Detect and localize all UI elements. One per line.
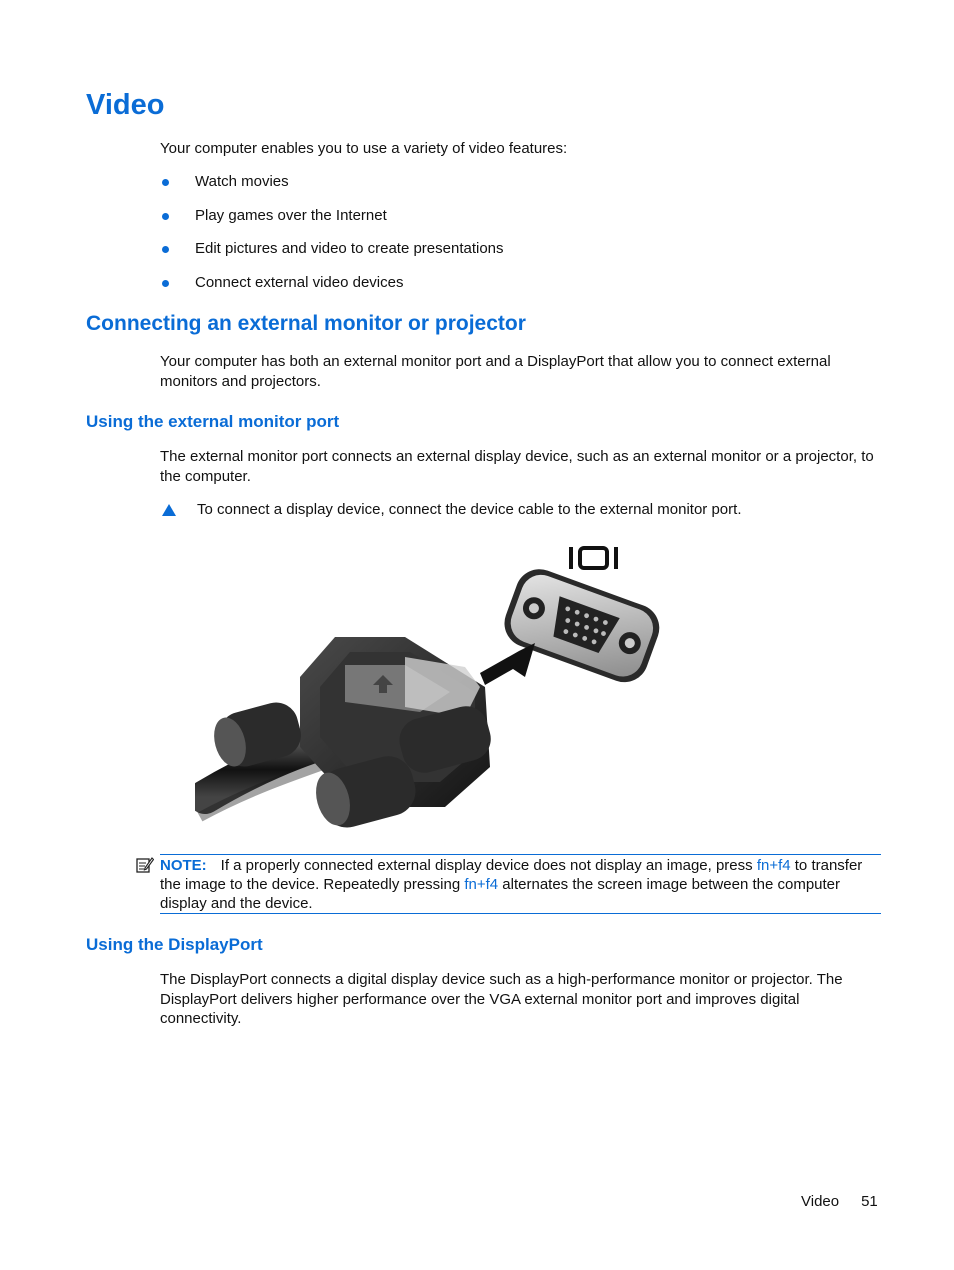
bullet-dot-icon [162, 280, 169, 287]
note-text-part: to transfer the image to the device. Repeatedly pressing [160, 857, 863, 893]
vga-illustration-svg [195, 537, 675, 837]
bullet-dot-icon [162, 213, 169, 220]
list-item [160, 206, 504, 240]
insert-arrow-icon [480, 643, 535, 685]
section-body-displayport: The DisplayPort connects a digital display device such as a high-performance monitor or projector. The DisplayPort delivers higher performance over the VGA external monitor port and improves digital connectivity. [160, 971, 843, 1027]
note-text-part: If a properly connected external display device does not display an image, press [220, 857, 757, 874]
list-item [160, 273, 504, 307]
note-rule-bottom [160, 913, 881, 914]
list-item-text: Connect external video devices [195, 274, 404, 292]
section-heading-monitor-port: Using the external monitor port [86, 412, 340, 431]
note-text-part: alternates the screen image between the computer display and the device. [160, 876, 841, 912]
keyboard-shortcut-link[interactable]: fn+f4 [756, 857, 791, 874]
note-label: NOTE: [160, 857, 207, 874]
note-pencil-icon [136, 856, 154, 874]
page-footer [801, 1193, 878, 1210]
list-item-text: Play games over the Internet [195, 206, 387, 224]
vga-connection-illustration [195, 537, 675, 837]
bullet-dot-icon [162, 246, 169, 253]
list-item-text: Edit pictures and video to create presentations [195, 240, 504, 258]
feature-list [160, 172, 504, 307]
page-title: Video [86, 89, 165, 121]
step-item [160, 500, 741, 519]
section-body-connecting: Your computer has both an external monitor port and a DisplayPort that allow you to connect external monitors and projectors. [160, 353, 831, 390]
section-heading-connecting: Connecting an external monitor or projector [86, 312, 526, 335]
section-heading-displayport: Using the DisplayPort [86, 935, 263, 954]
keyboard-shortcut-link[interactable]: fn+f4 [464, 876, 499, 893]
intro-text: Your computer enables you to use a variety of video features: [160, 140, 568, 157]
note-text [160, 856, 881, 913]
list-item [160, 172, 504, 206]
section-body-monitor-port: The external monitor port connects an external display device, such as an external monitor or a projector, to the computer. [160, 448, 874, 485]
list-item [160, 239, 504, 273]
list-item-text: Watch movies [195, 173, 289, 190]
footer-section-name: Video [801, 1193, 840, 1210]
vga-plug [209, 637, 496, 833]
footer-page-number: 51 [861, 1193, 878, 1210]
step-text: To connect a display device, connect the device cable to the external monitor port. [197, 501, 742, 518]
step-triangle-icon [162, 504, 176, 516]
note-rule-top [160, 854, 881, 855]
bullet-dot-icon [162, 179, 169, 186]
monitor-port-symbol-icon [571, 547, 616, 569]
